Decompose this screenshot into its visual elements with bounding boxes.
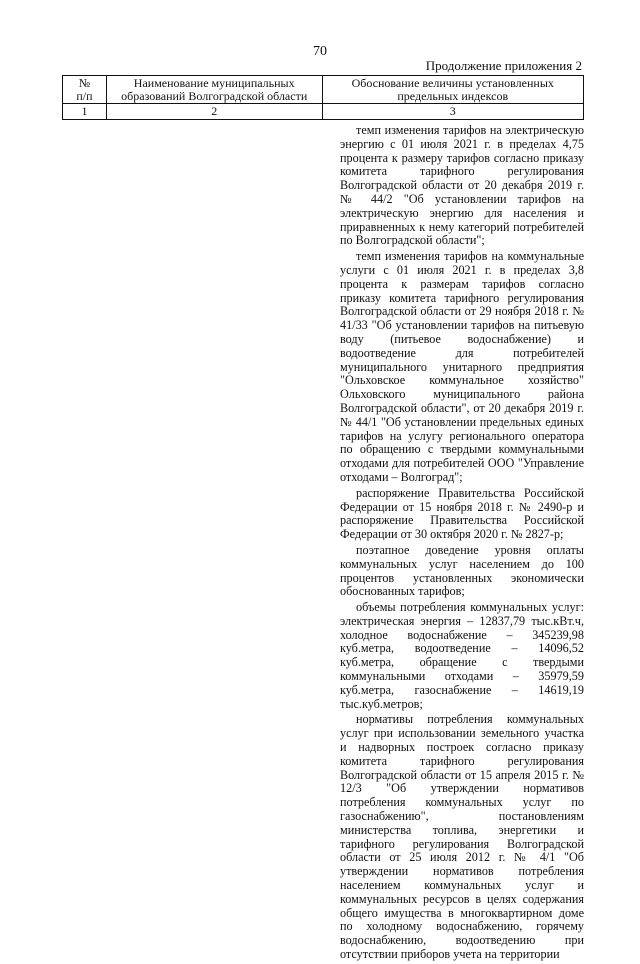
header-row xyxy=(63,76,584,104)
column-number-3: 3 xyxy=(322,104,583,120)
paragraph-consumption-norms: нормативы потребления коммунальных услуг при использовании земельного участка и надворных построек согласно приказу комитета тарифного регулирования Волгоградской области от 15 апреля 2015 г. № 12/3 "Об утверждении нормативов потребления коммунальных услуг по газоснабжению", постановлениям министерства топлива, энергетики и тарифного регулирования Волгоградской области от 25 июля 2012 г. № 4/1 "Об утверждении нормативов потребления населением коммунальных услуг и коммунальных ресурсов в целях содержания общего имущества в многоквартирном доме по холодному водоснабжению, горячему водоснабжению, водоотведению при отсутствии приборов учета на территории xyxy=(340,712,584,962)
column-number-row xyxy=(63,104,584,120)
continuation-label: Продолжение приложения 2 xyxy=(425,58,582,73)
appendix-header-table xyxy=(62,75,584,120)
paragraph-electricity-tariff: темп изменения тарифов на электрическую энергию с 01 июля 2021 г. в пределах 4,75 процента к размеру тарифов согласно приказу комитета тарифного регулирования Волгоградской области от 20 декабря 2019 г. № 44/2 "Об установлении тарифов на электрическую энергию для населения и приравненных к нему категорий потребителей по Волгоградской области"; xyxy=(340,123,584,248)
header-cell-number: № п/п xyxy=(63,76,107,104)
paragraph-utility-tariff: темп изменения тарифов на коммунальные услуги с 01 июля 2021 г. в пределах 3,8 процента к размерам тарифов согласно приказу комитета тарифного регулирования Волгоградской области от 29 ноября 2018 г. № 41/33 "Об установлении тарифов на питьевую воду (питьевое водоснабжение) и водоотведение для потребителей муниципального унитарного предприятия "Ольховское коммунальное хозяйство" Ольховского муниципального района Волгоградской области", от 20 декабря 2019 г. № 44/1 "Об установлении предельных единых тарифов на услугу регионального оператора по обращению с твердыми коммунальными отходами для потребителей ООО "Управление отходами – Волгоград"; xyxy=(340,249,584,484)
column-number-2: 2 xyxy=(106,104,322,120)
justification-column-text xyxy=(340,124,584,964)
paragraph-payment-level: поэтапное доведение уровня оплаты коммунальных услуг населением до 100 процентов установленных экономически обоснованных тарифов; xyxy=(340,542,584,599)
header-cell-municipality: Наименование муниципальных образований Волгоградской области xyxy=(106,76,322,104)
header-cell-justification: Обоснование величины установленных предельных индексов xyxy=(322,76,583,104)
paragraph-consumption-volumes: объемы потребления коммунальных услуг: электрическая энергия – 12837,79 тыс.кВт.ч, холодное водоснабжение – 345239,98 куб.метра, водоотведение – 14096,52 куб.метра, обращение с твердыми коммунальными отходами – 35979,59 куб.метра, газоснабжение – 14619,19 тыс.куб.метров; xyxy=(340,600,584,711)
paragraph-government-orders: распоряжение Правительства Российской Федерации от 15 ноября 2018 г. № 2490-р и распоряжение Правительства Российской Федерации от 30 октября 2020 г. № 2827-р; xyxy=(340,485,584,542)
page-number: 70 xyxy=(313,44,327,59)
column-number-1: 1 xyxy=(63,104,107,120)
